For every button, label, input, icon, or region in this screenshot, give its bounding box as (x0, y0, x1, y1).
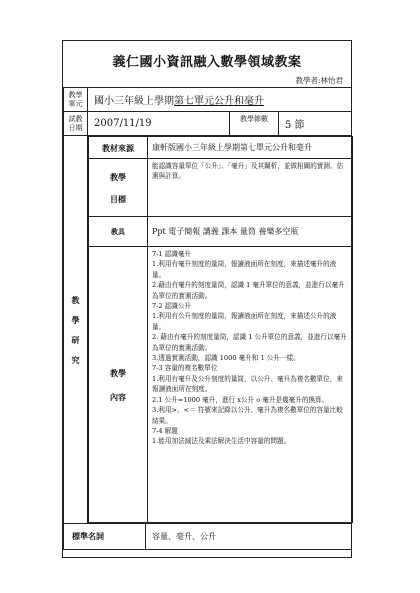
content-line: 7-4 解題 (152, 426, 178, 435)
content-line: 3.透過實測活動，認識 1000 毫升和 1 公升一樣。 (152, 354, 300, 363)
tools-value: Ppt 電子簡報 講義 課本 量筒 養樂多空瓶 (148, 217, 353, 247)
date-value: 2007/11/19 (88, 112, 230, 136)
tools-label: 教具 (89, 217, 148, 247)
unit-row (64, 88, 352, 112)
content-label: 教學 內容 (89, 247, 148, 523)
content-line: 1.利用有毫升刻度的量筒，報讀液面所在刻度，來描述毫升的液量。 (152, 260, 337, 279)
date-label: 試教 日期 (64, 112, 88, 136)
periods-value: 5 節 (279, 112, 352, 136)
content-line: 2.藉由有毫升的刻度量筒，認識 1 毫升單位的意義，並進行以毫升為單位的實測活動。 (152, 281, 345, 300)
source-value: 康軒版國小三年級上學期第七單元公升和毫升 (148, 137, 353, 159)
source-row (89, 137, 353, 159)
research-inner-table (88, 136, 353, 523)
tools-row (89, 217, 353, 247)
goals-text: 能認識容量單位「公升」、「毫升」及其關析，並做相關的實測、估測與計算。 (148, 159, 353, 217)
content-line: 7-2 認識公升 (152, 302, 192, 311)
content-text (148, 247, 353, 523)
content-line: 3.利用>、<＝ 符號來記錄以公升、毫升為複名數單位的容量比較結果。 (152, 406, 343, 425)
research-row (64, 136, 352, 524)
unit-label: 教學 單元 (64, 88, 88, 112)
content-row (89, 247, 353, 523)
standard-row (64, 524, 352, 550)
content-line: 1.利用有公升刻度的量筒，報讀液面所在刻度，來描述公升的液量。 (152, 312, 337, 331)
content-line: 7-3 容量的複名數單位 (152, 364, 218, 373)
content-line: 1.能用加法減法及乘法解決生活中容量的問題。 (152, 437, 291, 446)
research-vertical-label: 教 學 研 究 (64, 136, 88, 524)
periods-label: 教學節數 (230, 112, 279, 136)
goals-row (89, 159, 353, 217)
date-row (64, 112, 352, 136)
source-label: 教材來源 (89, 137, 148, 159)
content-line: 2.1 公升=1000 毫升，進行 x公升 o 毫升是幾毫升的換算。 (152, 395, 329, 404)
teacher-name: 教學者:林怡君 (295, 76, 343, 85)
content-line: 2. 藉由有毫升的刻度量筒，認識 1 公升單位的意義，並進行以毫升為單位的實測活動。 (152, 333, 347, 352)
goals-label: 教學 目標 (89, 159, 148, 217)
lesson-plan-table (63, 87, 352, 550)
content-line: 7-1 認識毫升 (152, 250, 192, 258)
standard-value: 容量、毫升、公升 (146, 524, 352, 550)
unit-value: 國小三年級上學期第七單元公升和毫升 (88, 88, 352, 112)
page-title: 義仁國小資訊融入數學領域教案 (112, 55, 302, 70)
lesson-plan-page (62, 40, 352, 558)
standard-label: 標準名詞 (64, 524, 146, 550)
content-line: 1.利用有毫升及公升刻度的量筒，以公升、毫升為複名數單位，來報讀液面所在刻度。 (152, 374, 343, 394)
